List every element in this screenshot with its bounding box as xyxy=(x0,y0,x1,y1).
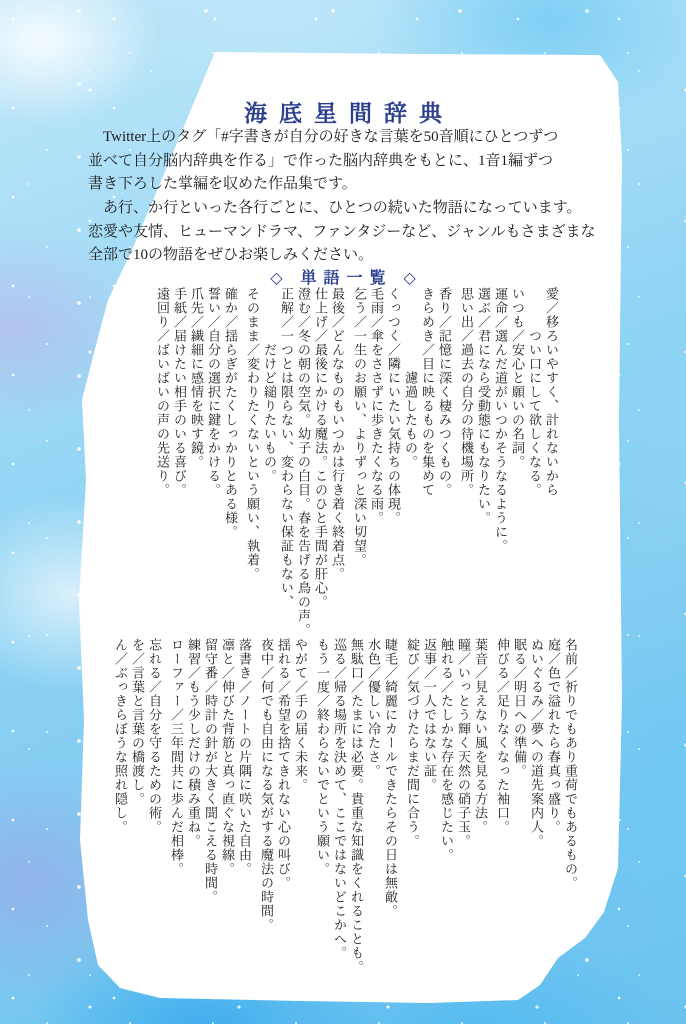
word-column: 睫毛／綺麗にカールできたらその日は無敵。 xyxy=(383,638,398,918)
word-group-わ行 xyxy=(114,638,161,974)
word-column: 手紙／届けたい相手のいる喜び。 xyxy=(172,287,187,497)
word-column: ぬいぐるみ／夢への道先案内人。 xyxy=(529,638,544,848)
word-column: 仕上げ／最後にかける魔法。このひと手間が肝心。 xyxy=(313,287,328,609)
word-column: 思い出／過去の自分の待機場所。 xyxy=(459,287,474,497)
word-column: 最後／どんなものもいつかは行き着く終着点。 xyxy=(330,287,345,581)
word-column: を／言葉と言葉の橋渡し。 xyxy=(130,638,145,806)
word-group-た行 xyxy=(156,287,237,637)
word-group-や行 xyxy=(260,638,307,974)
word-group-ら行 xyxy=(170,638,251,974)
word-column: 香り／記憶に深く棲みつくもの。 xyxy=(437,287,452,497)
word-column: 選ぶ／君になら受動態にもなりたい。 xyxy=(476,287,491,525)
word-column: 澄む／冬の朝の空気。幼子の白目。春を告げる鳥の声。 xyxy=(296,287,311,637)
word-column: ん／ぶっきらぼうな照れ隠し。 xyxy=(113,638,128,834)
word-column: 落書き／ノートの片隅に咲いた自由。 xyxy=(237,638,252,876)
word-column: 確か／揺らぎがたくしっかりとある様。 xyxy=(223,287,238,539)
word-column: 濾過したもの。 xyxy=(403,371,418,469)
word-column: 水色／優しい冷たさ。 xyxy=(366,638,381,778)
intro-line: 全部で10の物語をぜひお楽しみください。 xyxy=(88,247,374,264)
word-column: 練習／もう少しだけの積み重ね。 xyxy=(186,638,201,848)
word-column: 凛と／伸びた背筋と真っ直ぐな視線。 xyxy=(220,638,235,876)
word-group-ま行 xyxy=(316,638,397,974)
word-list-block-2 xyxy=(110,638,577,974)
word-column: 綻び／気づけたらまだ間に合う。 xyxy=(405,638,420,848)
word-column: 巡る／帰る場所を決めて、ここではないどこかへ。 xyxy=(332,638,347,960)
word-column: いつも／安心と願いの名詞。 xyxy=(510,287,525,469)
intro-line: 書き下ろした掌編を収めた作品集です。 xyxy=(88,176,357,193)
word-column: 遠回り／ばいばいの声の先送り。 xyxy=(155,287,170,497)
word-group-さ行 xyxy=(246,287,344,637)
word-column: 無駄口／たまには必要。貴重な知識をくれることも。 xyxy=(349,638,364,974)
intro-paragraphs xyxy=(88,126,624,268)
word-group-は行 xyxy=(406,638,487,974)
word-column: 眠る／明日への準備。 xyxy=(512,638,527,778)
word-column: 夜中／何でも自由になる気がする魔法の時間。 xyxy=(259,638,274,932)
word-column: くっつく／隣にいたい気持ちの体現。 xyxy=(386,287,401,525)
word-column: 葉音／見えない風を見る方法。 xyxy=(473,638,488,834)
intro-line: 恋愛や友情、ヒューマンドラマ、ファンタジーなど、ジャンルもさまざまな xyxy=(88,223,596,240)
word-column: 瞳／いっとう輝く天然の硝子玉。 xyxy=(456,638,471,848)
word-column: きらめき／目に映るものを集めて xyxy=(420,287,435,497)
word-list-block-1 xyxy=(152,287,558,637)
word-column: 誓い／自分の選択に鍵をかける。 xyxy=(206,287,221,497)
word-column: 愛／移ろいやすく、計れないから xyxy=(544,287,559,497)
word-column: 庭／色で溢れたら春真っ盛り。 xyxy=(546,638,561,834)
word-group-か行 xyxy=(353,287,451,637)
word-group-あ行 xyxy=(460,287,558,637)
word-column: ローファー／三年間共に歩んだ相棒。 xyxy=(169,638,184,876)
intro-line: 並べて自分脳内辞典を作る」で作った脳内辞典をもとに、1音1編ずつ xyxy=(88,152,554,169)
word-column: 揺れる／希望を捨てきれない心の叫び。 xyxy=(276,638,291,890)
word-column: 留守番／時計の針が大きく聞こえる時間。 xyxy=(203,638,218,904)
word-column: やがて／手の届く未来。 xyxy=(293,638,308,792)
word-column: つい口にして欲しくなる。 xyxy=(527,329,542,497)
word-column: だけど縋りたいもの。 xyxy=(262,343,277,483)
word-column: 返事／一人ではない証。 xyxy=(422,638,437,792)
word-column: 名前／祈りでもあり重荷でもあるもの。 xyxy=(563,638,578,890)
intro-line: Twitter上のタグ「#字書きが自分の好きな言葉を50音順にひとつずつ xyxy=(88,129,559,145)
word-column: 運命／選んだ道がいつかそうなるように。 xyxy=(493,287,508,553)
word-column: もう一度／終わらないでという願い。 xyxy=(315,638,330,876)
word-column: 乞う／一生のお願い、よりずっと深い切望。 xyxy=(352,287,367,567)
word-column: そのまま／変わりたくないという願い、執着。 xyxy=(245,287,260,581)
word-column: 爪先／繊細に感情を映す鏡。 xyxy=(189,287,204,469)
word-column: 正解／一つとは限らない、変わらない保証もない、 xyxy=(279,287,294,609)
word-list-heading: ◇ 単語一覧 ◇ xyxy=(270,270,423,288)
word-group-な行 xyxy=(496,638,577,974)
word-column: 伸びる／足りなくなった袖口。 xyxy=(495,638,510,834)
word-column: 触れる／たしかな存在を感じたい。 xyxy=(439,638,454,862)
intro-line: あ行、か行といった各行ごとに、ひとつの続いた物語になっています。 xyxy=(88,200,582,217)
word-column: 毛雨／傘をささずに歩きたくなる雨。 xyxy=(369,287,384,525)
word-column: 忘れる／自分を守るための術。 xyxy=(147,638,162,834)
page-title: 海底星間辞典 xyxy=(244,101,454,127)
